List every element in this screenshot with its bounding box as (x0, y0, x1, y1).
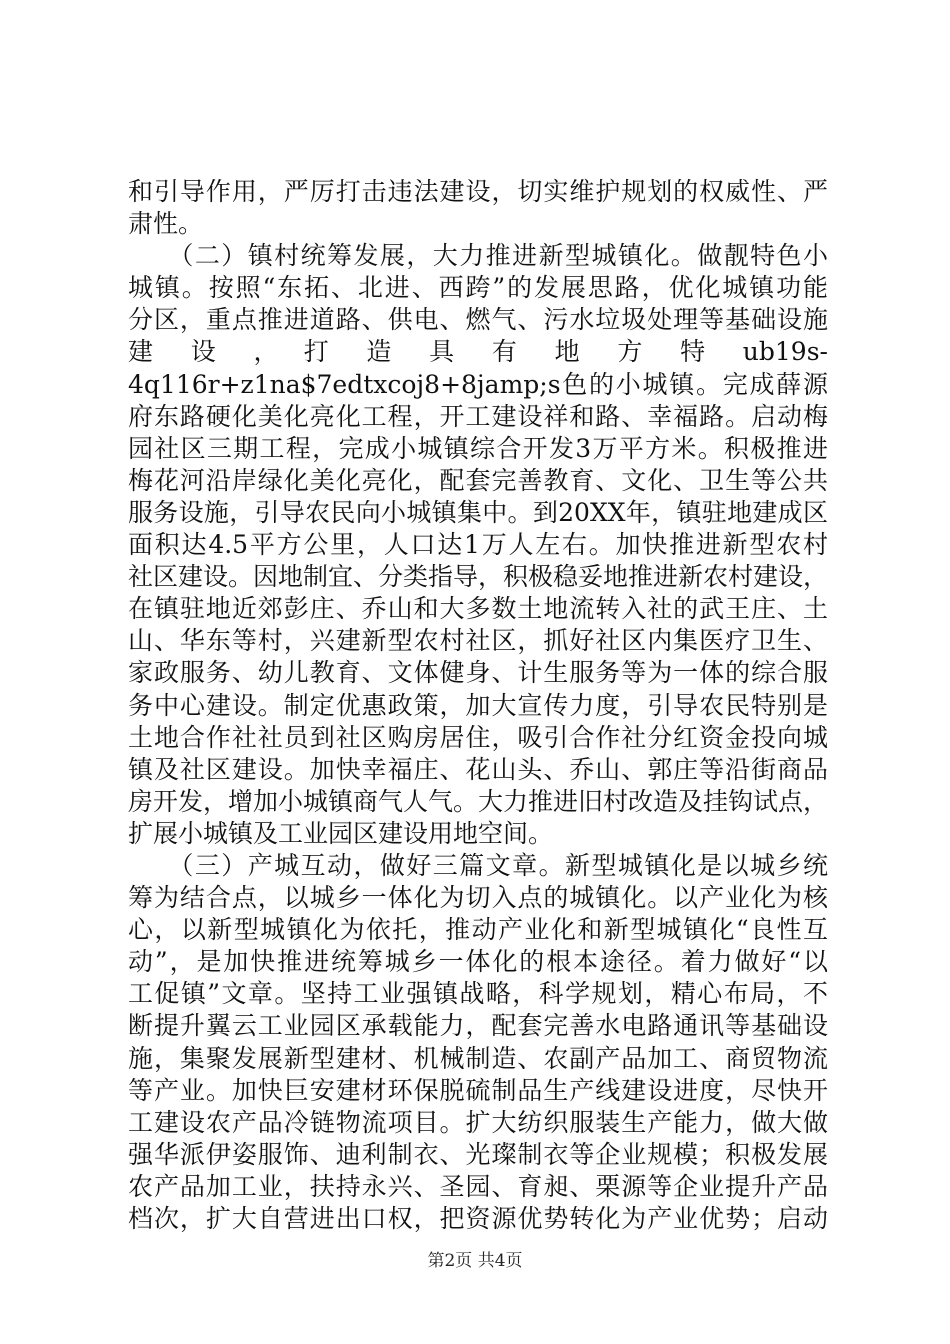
text-line: 农产品加工业，扶持永兴、圣园、育昶、栗源等企业提升产品 (128, 1171, 828, 1201)
text-line: 镇及社区建设。加快幸福庄、花山头、乔山、郭庄等沿街商品 (128, 754, 828, 784)
text-line: 社区建设。因地制宜、分类指导，积极稳妥地推进新农村建设， (128, 562, 828, 592)
text-line: 建 设 ， 打 造 具 有 地 方 特 ub19s- (128, 337, 828, 367)
text-line: 动”，是加快推进统筹城乡一体化的根本途径。着力做好“以 (128, 947, 828, 977)
text-line: 在镇驻地近郊彭庄、乔山和大多数土地流转入社的武王庄、土 (128, 594, 828, 624)
text-line: 工建设农产品冷链物流项目。扩大纺织服装生产能力，做大做 (128, 1107, 828, 1137)
document-body (128, 176, 828, 1235)
text-line: 务中心建设。制定优惠政策，加大宣传力度，引导农民特别是 (128, 690, 828, 720)
text-line: 心，以新型城镇化为依托，推动产业化和新型城镇化“良性互 (128, 915, 828, 945)
page-number-footer: 第2页 共4页 (427, 1251, 523, 1271)
text-line: 工促镇”文章。坚持工业强镇战略，科学规划，精心布局，不 (128, 979, 828, 1009)
text-line: 家政服务、幼儿教育、文体健身、计生服务等为一体的综合服 (128, 658, 828, 688)
text-line: 肃性。 (128, 209, 204, 239)
text-line: 梅花河沿岸绿化美化亮化，配套完善教育、文化、卫生等公共 (128, 465, 828, 495)
text-line: 山、华东等村，兴建新型农村社区，抓好社区内集医疗卫生、 (128, 626, 828, 656)
text-line: 服务设施，引导农民向小城镇集中。到20XX年，镇驻地建成区 (128, 497, 828, 527)
text-line: 房开发，增加小城镇商气人气。大力推进旧村改造及挂钩试点， (128, 786, 828, 816)
paragraph-start-line: （二）镇村统筹发展，大力推进新型城镇化。做靓特色小 (128, 241, 828, 271)
text-line: 强华派伊姿服饰、迪利制衣、光璨制衣等企业规模；积极发展 (128, 1139, 828, 1169)
text-line: 筹为结合点，以城乡一体化为切入点的城镇化。以产业化为核 (128, 883, 828, 913)
text-line: 园社区三期工程，完成小城镇综合开发3万平方米。积极推进 (128, 433, 828, 463)
text-line: 土地合作社社员到社区购房居住，吸引合作社分红资金投向城 (128, 722, 828, 752)
text-line: 施，集聚发展新型建材、机械制造、农副产品加工、商贸物流 (128, 1043, 828, 1073)
text-line: 府东路硬化美化亮化工程，开工建设祥和路、幸福路。启动梅 (128, 401, 828, 431)
text-line: 面积达4.5平方公里，人口达1万人左右。加快推进新型农村 (128, 530, 828, 560)
text-line: 城镇。按照“东拓、北进、西跨”的发展思路，优化城镇功能 (128, 273, 828, 303)
text-line: 断提升翼云工业园区承载能力，配套完善水电路通讯等基础设 (128, 1011, 828, 1041)
text-line: 分区，重点推进道路、供电、燃气、污水垃圾处理等基础设施 (128, 305, 828, 335)
text-line: 扩展小城镇及工业园区建设用地空间。 (128, 818, 554, 848)
text-line: 和引导作用，严厉打击违法建设，切实维护规划的权威性、严 (128, 177, 828, 206)
text-line: 4q116r+z1na$7edtxcoj8+8jamp;s色的小城镇。完成薛源 (128, 369, 828, 399)
text-line: 档次，扩大自营进出口权，把资源优势转化为产业优势；启动 (128, 1204, 828, 1233)
paragraph-start-line: （三）产城互动，做好三篇文章。新型城镇化是以城乡统 (128, 850, 828, 880)
text-line: 等产业。加快巨安建材环保脱硫制品生产线建设进度，尽快开 (128, 1075, 828, 1105)
